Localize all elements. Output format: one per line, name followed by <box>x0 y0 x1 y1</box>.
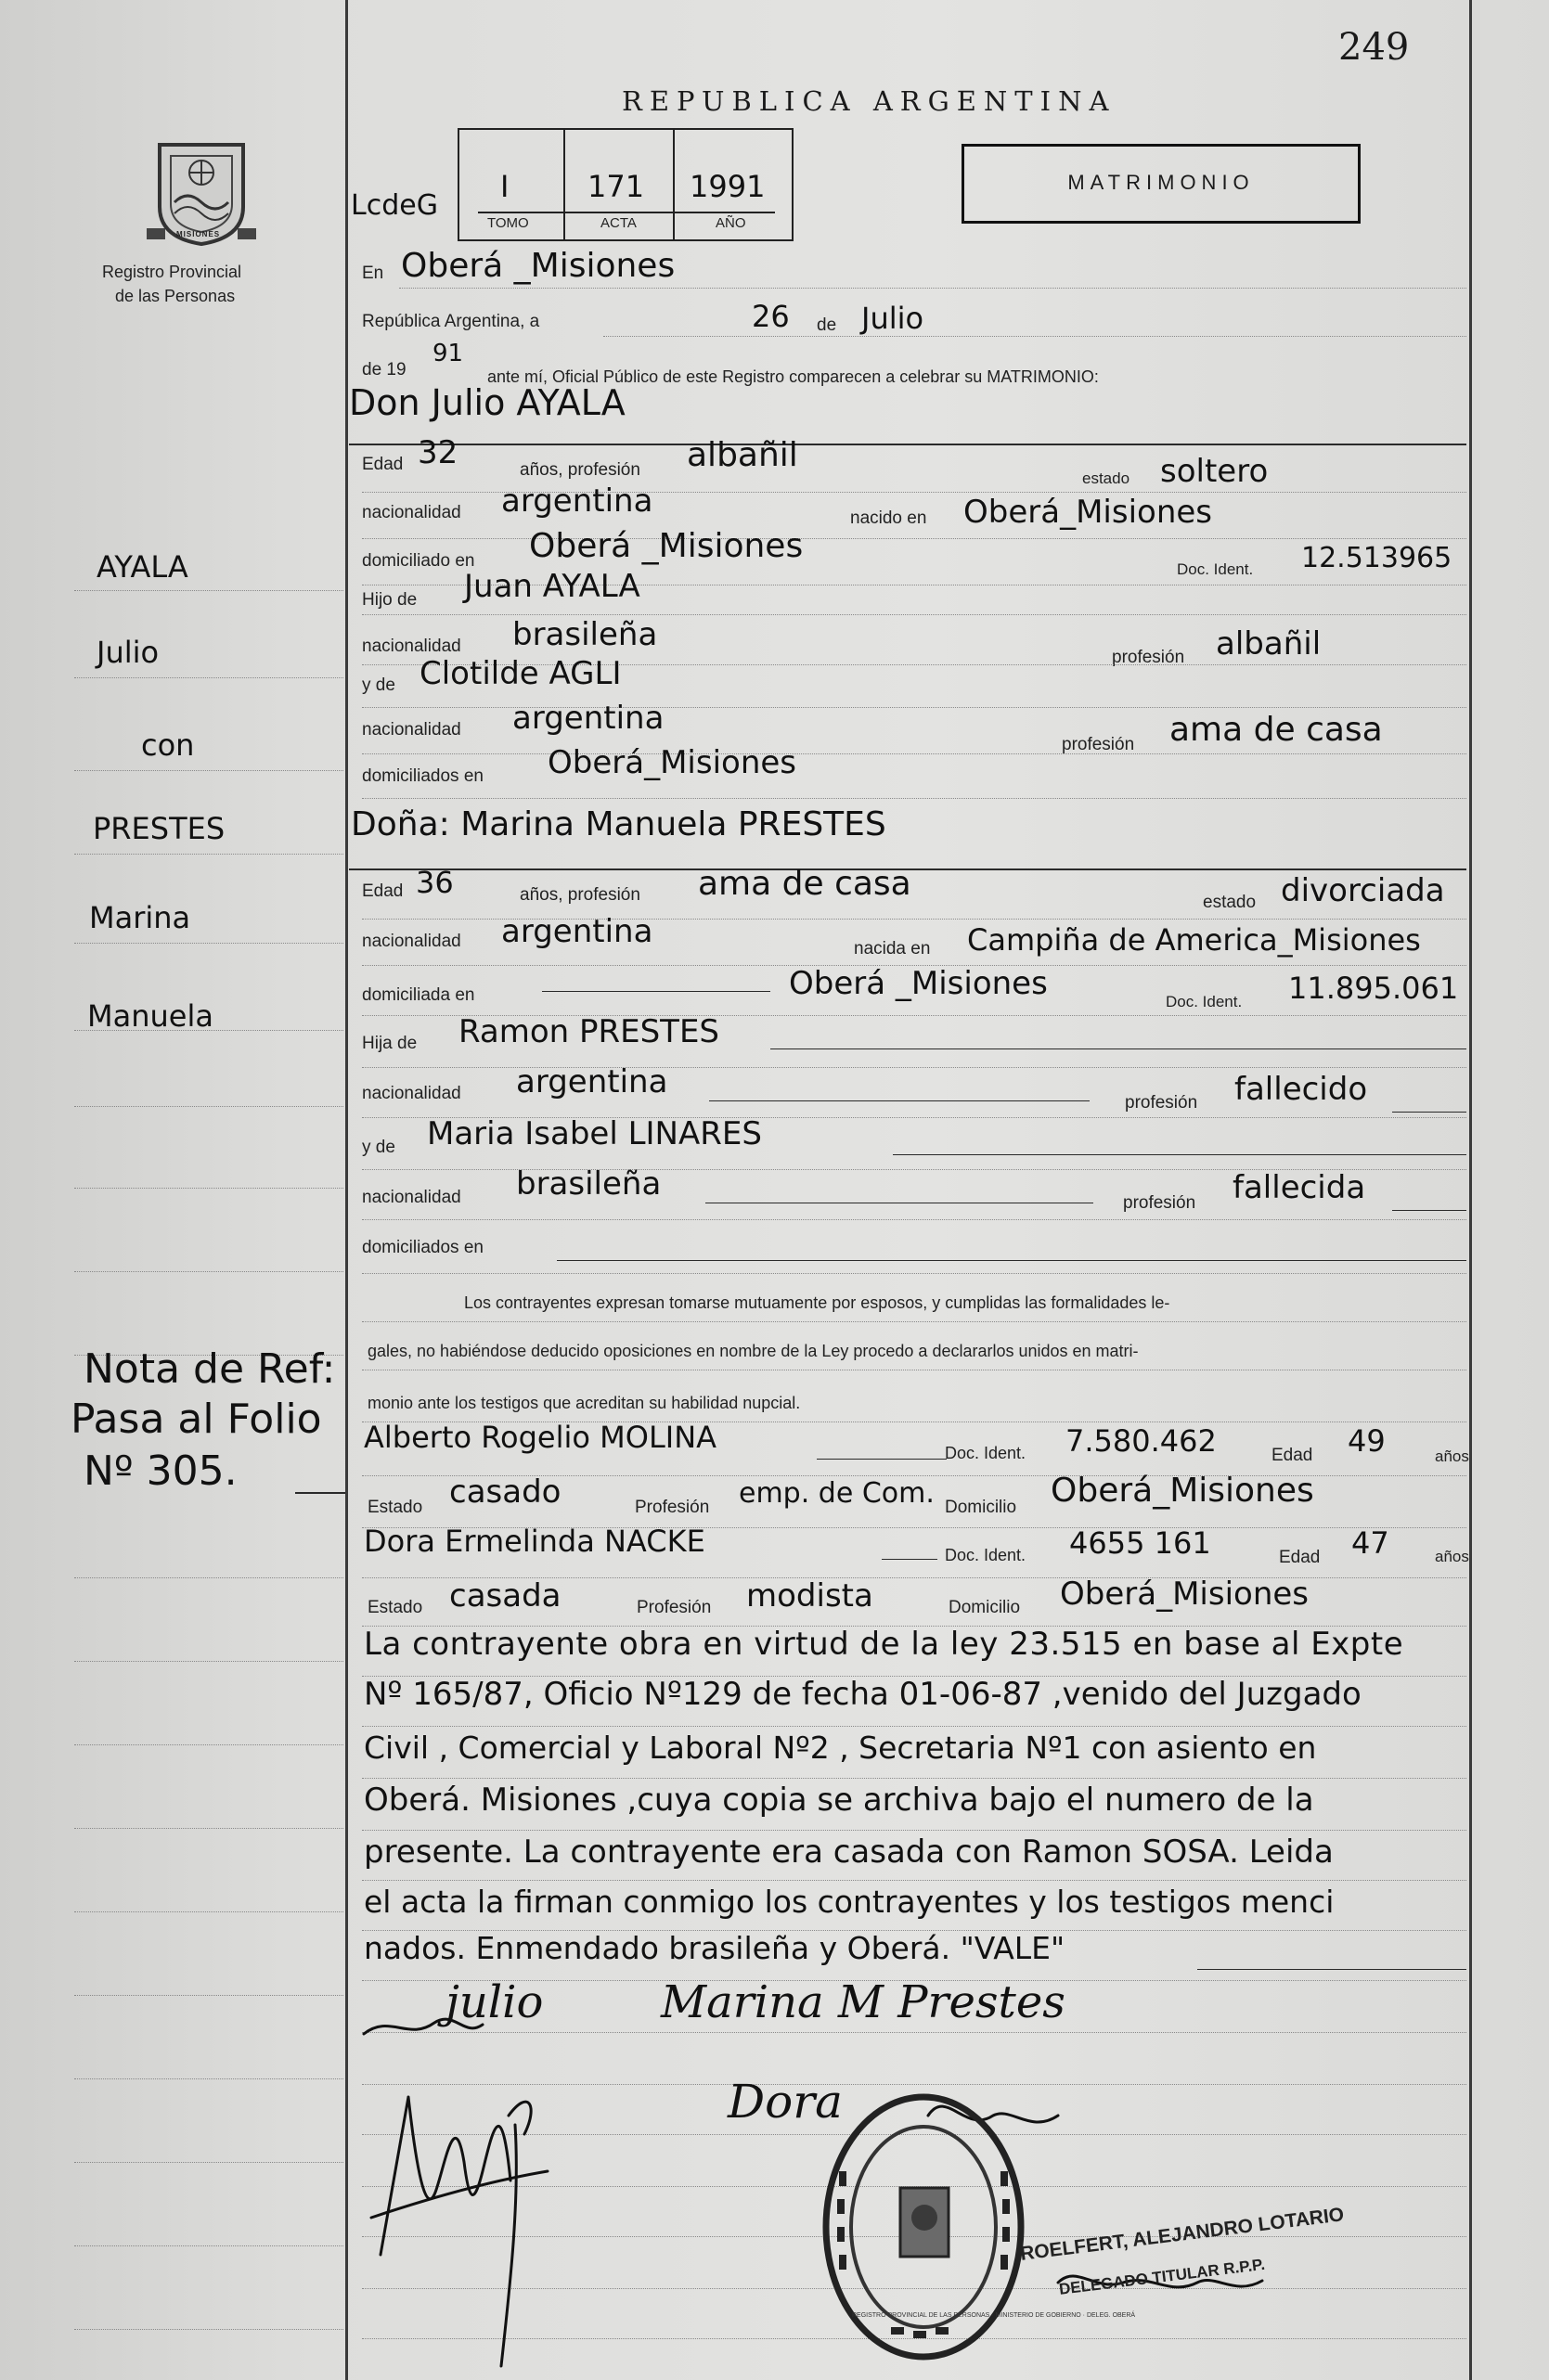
bride-mother: Maria Isabel LINARES <box>427 1115 762 1152</box>
witness2-profession: modista <box>746 1577 873 1615</box>
bride-mother-profession: fallecida <box>1233 1169 1366 1206</box>
declaration-line-2: gales, no habiéndose deducido oposiciones en nombre de la Ley procedo a declararlos unidos en matri- <box>368 1342 1139 1360</box>
witness2-doc-label: Doc. Ident. <box>945 1546 1026 1564</box>
bride-father-prof-label: profesión <box>1125 1093 1198 1113</box>
bride-signature-text: Marina M Prestes <box>661 1976 1065 2028</box>
witness2-status: casada <box>449 1577 562 1615</box>
witness1-domicile: Oberá_Misiones <box>1051 1472 1314 1510</box>
bride-parents-dom-label: domiciliados en <box>362 1238 484 1257</box>
witness2-domicile: Oberá_Misiones <box>1060 1576 1309 1613</box>
day: 26 <box>752 299 790 334</box>
official-stamp-icon <box>817 2088 1030 2366</box>
act-type-box <box>962 144 1361 224</box>
registry-name-1: Registro Provincial <box>102 263 242 281</box>
seal-lettering: MISIONES <box>176 230 221 238</box>
de-label: de <box>817 315 837 335</box>
note-line-6: el acta la firman conmigo los contrayentes y los testigos menci <box>364 1884 1335 1920</box>
witness1-dom-label: Domicilio <box>945 1498 1017 1517</box>
groom-father-prof-label: profesión <box>1112 648 1185 667</box>
witness1-edad-label: Edad <box>1271 1446 1313 1465</box>
groom-mother-prof-label: profesión <box>1062 735 1135 754</box>
groom-father-nationality: brasileña <box>512 616 658 653</box>
groom-full-name: Don Julio AYALA <box>349 382 626 423</box>
witness1-doc: 7.580.462 <box>1065 1423 1217 1459</box>
bride-doc-label: Doc. Ident. <box>1166 993 1243 1010</box>
ano-label: AÑO <box>716 215 746 231</box>
witness2-age: 47 <box>1351 1525 1389 1561</box>
groom-birthplace-label: nacido en <box>850 508 927 528</box>
page-number: 249 <box>1338 26 1410 69</box>
note-line-3: Civil , Comercial y Laboral Nº2 , Secretaria Nº1 con asiento en <box>364 1730 1317 1766</box>
groom-doc: 12.513965 <box>1301 542 1452 574</box>
groom-civil-status: soltero <box>1160 453 1269 490</box>
bride-nationality: argentina <box>501 913 653 950</box>
groom-domicile: Oberá _Misiones <box>529 527 804 565</box>
bride-nat-label: nacionalidad <box>362 932 461 951</box>
margin-name-1: Julio <box>97 635 160 670</box>
bride-father-nat-label: nacionalidad <box>362 1084 461 1103</box>
country-heading: REPUBLICA ARGENTINA <box>622 85 1117 117</box>
year-label: de 19 <box>362 360 407 380</box>
groom-doc-label: Doc. Ident. <box>1177 560 1254 578</box>
acta-value: 171 <box>587 169 645 204</box>
groom-mother-nationality: argentina <box>512 700 665 737</box>
witness2-prof-label: Profesión <box>637 1598 712 1617</box>
en-label: En <box>362 264 384 283</box>
bride-father-nationality: argentina <box>516 1063 668 1100</box>
groom-signature-text: julio <box>445 1976 544 2028</box>
witness2-dom-label: Domicilio <box>949 1598 1021 1617</box>
margin-surname-2: PRESTES <box>93 811 226 846</box>
witness1-prof-label: Profesión <box>635 1498 710 1517</box>
groom-father-nat-label: nacionalidad <box>362 637 461 656</box>
witness1-name: Alberto Rogelio MOLINA <box>364 1420 717 1455</box>
officer-stamp-line-1: ROELFERT, ALEJANDRO LOTARIO <box>1019 2204 1346 2265</box>
declaration-line-1: Los contrayentes expresan tomarse mutuamente por esposos, y cumplidas las formalidades le- <box>464 1293 1170 1312</box>
bride-estado-label: estado <box>1203 893 1257 912</box>
witness1-age: 49 <box>1348 1423 1386 1459</box>
witness2-edad-label: Edad <box>1279 1548 1321 1567</box>
act-type-label: MATRIMONIO <box>1067 171 1255 194</box>
month: Julio <box>861 301 924 336</box>
groom-profession: albañil <box>687 436 798 474</box>
groom-birthplace: Oberá_Misiones <box>963 494 1212 531</box>
margin-name-2a: Marina <box>89 900 191 935</box>
groom-father-profession: albañil <box>1216 625 1322 663</box>
bride-full-name: Doña: Marina Manuela PRESTES <box>351 805 886 843</box>
margin-surname-1: AYALA <box>97 549 188 585</box>
right-rule <box>1469 0 1472 2380</box>
tomo-value: I <box>500 169 510 204</box>
bride-mother-nat-label: nacionalidad <box>362 1188 461 1207</box>
margin-name-2b: Manuela <box>87 998 213 1034</box>
bride-age: 36 <box>416 865 454 900</box>
margin-note-2: Pasa al Folio <box>71 1396 322 1443</box>
note-line-1: La contrayente obra en virtud de la ley 23.515 en base al Expte <box>364 1626 1404 1663</box>
groom-parents-dom-label: domiciliados en <box>362 766 484 786</box>
reference-code: LcdeG <box>351 189 438 222</box>
witness2-signature-text: Dora <box>728 2075 843 2129</box>
stamp-lettering: REGISTRO PROVINCIAL DE LAS PERSONAS · MINISTERIO DE GOBIERNO · DELEG. OBERÁ <box>852 2312 1136 2319</box>
note-line-2: Nº 165/87, Oficio Nº129 de fecha 01-06-87 ,venido del Juzgado <box>364 1676 1362 1713</box>
groom-mother-profession: ama de casa <box>1169 711 1383 749</box>
year-digits: 91 <box>432 340 464 367</box>
bride-profession: ama de casa <box>698 865 911 903</box>
bride-civil-status: divorciada <box>1281 872 1445 909</box>
registry-name-2: de las Personas <box>115 287 236 305</box>
bride-hija-label: Hija de <box>362 1034 418 1053</box>
register-box <box>458 128 794 241</box>
groom-hijo-label: Hijo de <box>362 590 418 610</box>
groom-edad-label: Edad <box>362 455 404 474</box>
bride-mother-nationality: brasileña <box>516 1165 662 1203</box>
bride-birthplace-label: nacida en <box>854 939 931 958</box>
bride-father: Ramon PRESTES <box>458 1013 720 1050</box>
witness1-profession: emp. de Com. <box>739 1477 935 1510</box>
margin-note-1: Nota de Ref: <box>84 1345 336 1393</box>
witness1-anos-label: años <box>1435 1447 1469 1465</box>
margin-connector: con <box>141 727 195 763</box>
witness2-estado-label: Estado <box>368 1598 423 1617</box>
groom-age: 32 <box>418 434 458 471</box>
bride-yde-label: y de <box>362 1138 395 1157</box>
note-line-4: Oberá. Misiones ,cuya copia se archiva bajo el numero de la <box>364 1782 1314 1819</box>
place: Oberá _Misiones <box>401 247 676 285</box>
groom-dom-label: domiciliado en <box>362 551 475 571</box>
officer-stamp-line-2: DELEGADO TITULAR R.P.P. <box>1058 2255 1266 2298</box>
note-line-5: presente. La contrayente era casada con Ramon SOSA. Leida <box>364 1833 1334 1871</box>
note-line-7: nados. Enmendado brasileña y Oberá. "VALE" <box>364 1930 1065 1966</box>
groom-mother: Clotilde AGLI <box>420 655 622 692</box>
bride-prof-label: años, profesión <box>520 885 640 905</box>
groom-nat-label: nacionalidad <box>362 503 461 522</box>
groom-father: Juan AYALA <box>464 568 640 605</box>
bride-birthplace: Campiña de America_Misiones <box>967 922 1421 958</box>
ano-value: 1991 <box>690 169 766 204</box>
groom-mother-nat-label: nacionalidad <box>362 720 461 740</box>
margin-rule <box>345 0 348 2380</box>
witness1-doc-label: Doc. Ident. <box>945 1444 1026 1462</box>
bride-doc: 11.895.061 <box>1288 971 1459 1006</box>
witness1-status: casado <box>449 1473 562 1511</box>
witness2-name: Dora Ermelinda NACKE <box>364 1524 705 1559</box>
margin-note-3: Nº 305. <box>84 1447 238 1495</box>
witness2-anos-label: años <box>1435 1548 1469 1565</box>
intro-statement: ante mí, Oficial Público de este Registro comparecen a celebrar su MATRIMONIO: <box>487 367 1099 386</box>
republica-label: República Argentina, a <box>362 312 540 331</box>
bride-mother-prof-label: profesión <box>1123 1193 1196 1213</box>
declaration-line-3: monio ante los testigos que acreditan su habilidad nupcial. <box>368 1394 801 1412</box>
witness1-estado-label: Estado <box>368 1498 423 1517</box>
acta-label: ACTA <box>600 215 637 231</box>
tomo-label: TOMO <box>487 215 529 231</box>
groom-yde-label: y de <box>362 675 395 695</box>
bride-dom-label: domiciliada en <box>362 985 475 1005</box>
witness2-doc: 4655 161 <box>1069 1525 1211 1561</box>
bride-domicile: Oberá _Misiones <box>789 965 1048 1002</box>
groom-parents-domicile: Oberá_Misiones <box>548 744 796 781</box>
bride-edad-label: Edad <box>362 881 404 901</box>
groom-prof-label: años, profesión <box>520 460 640 480</box>
groom-estado-label: estado <box>1082 470 1130 487</box>
groom-nationality: argentina <box>501 482 653 520</box>
bride-father-profession: fallecido <box>1234 1071 1368 1108</box>
